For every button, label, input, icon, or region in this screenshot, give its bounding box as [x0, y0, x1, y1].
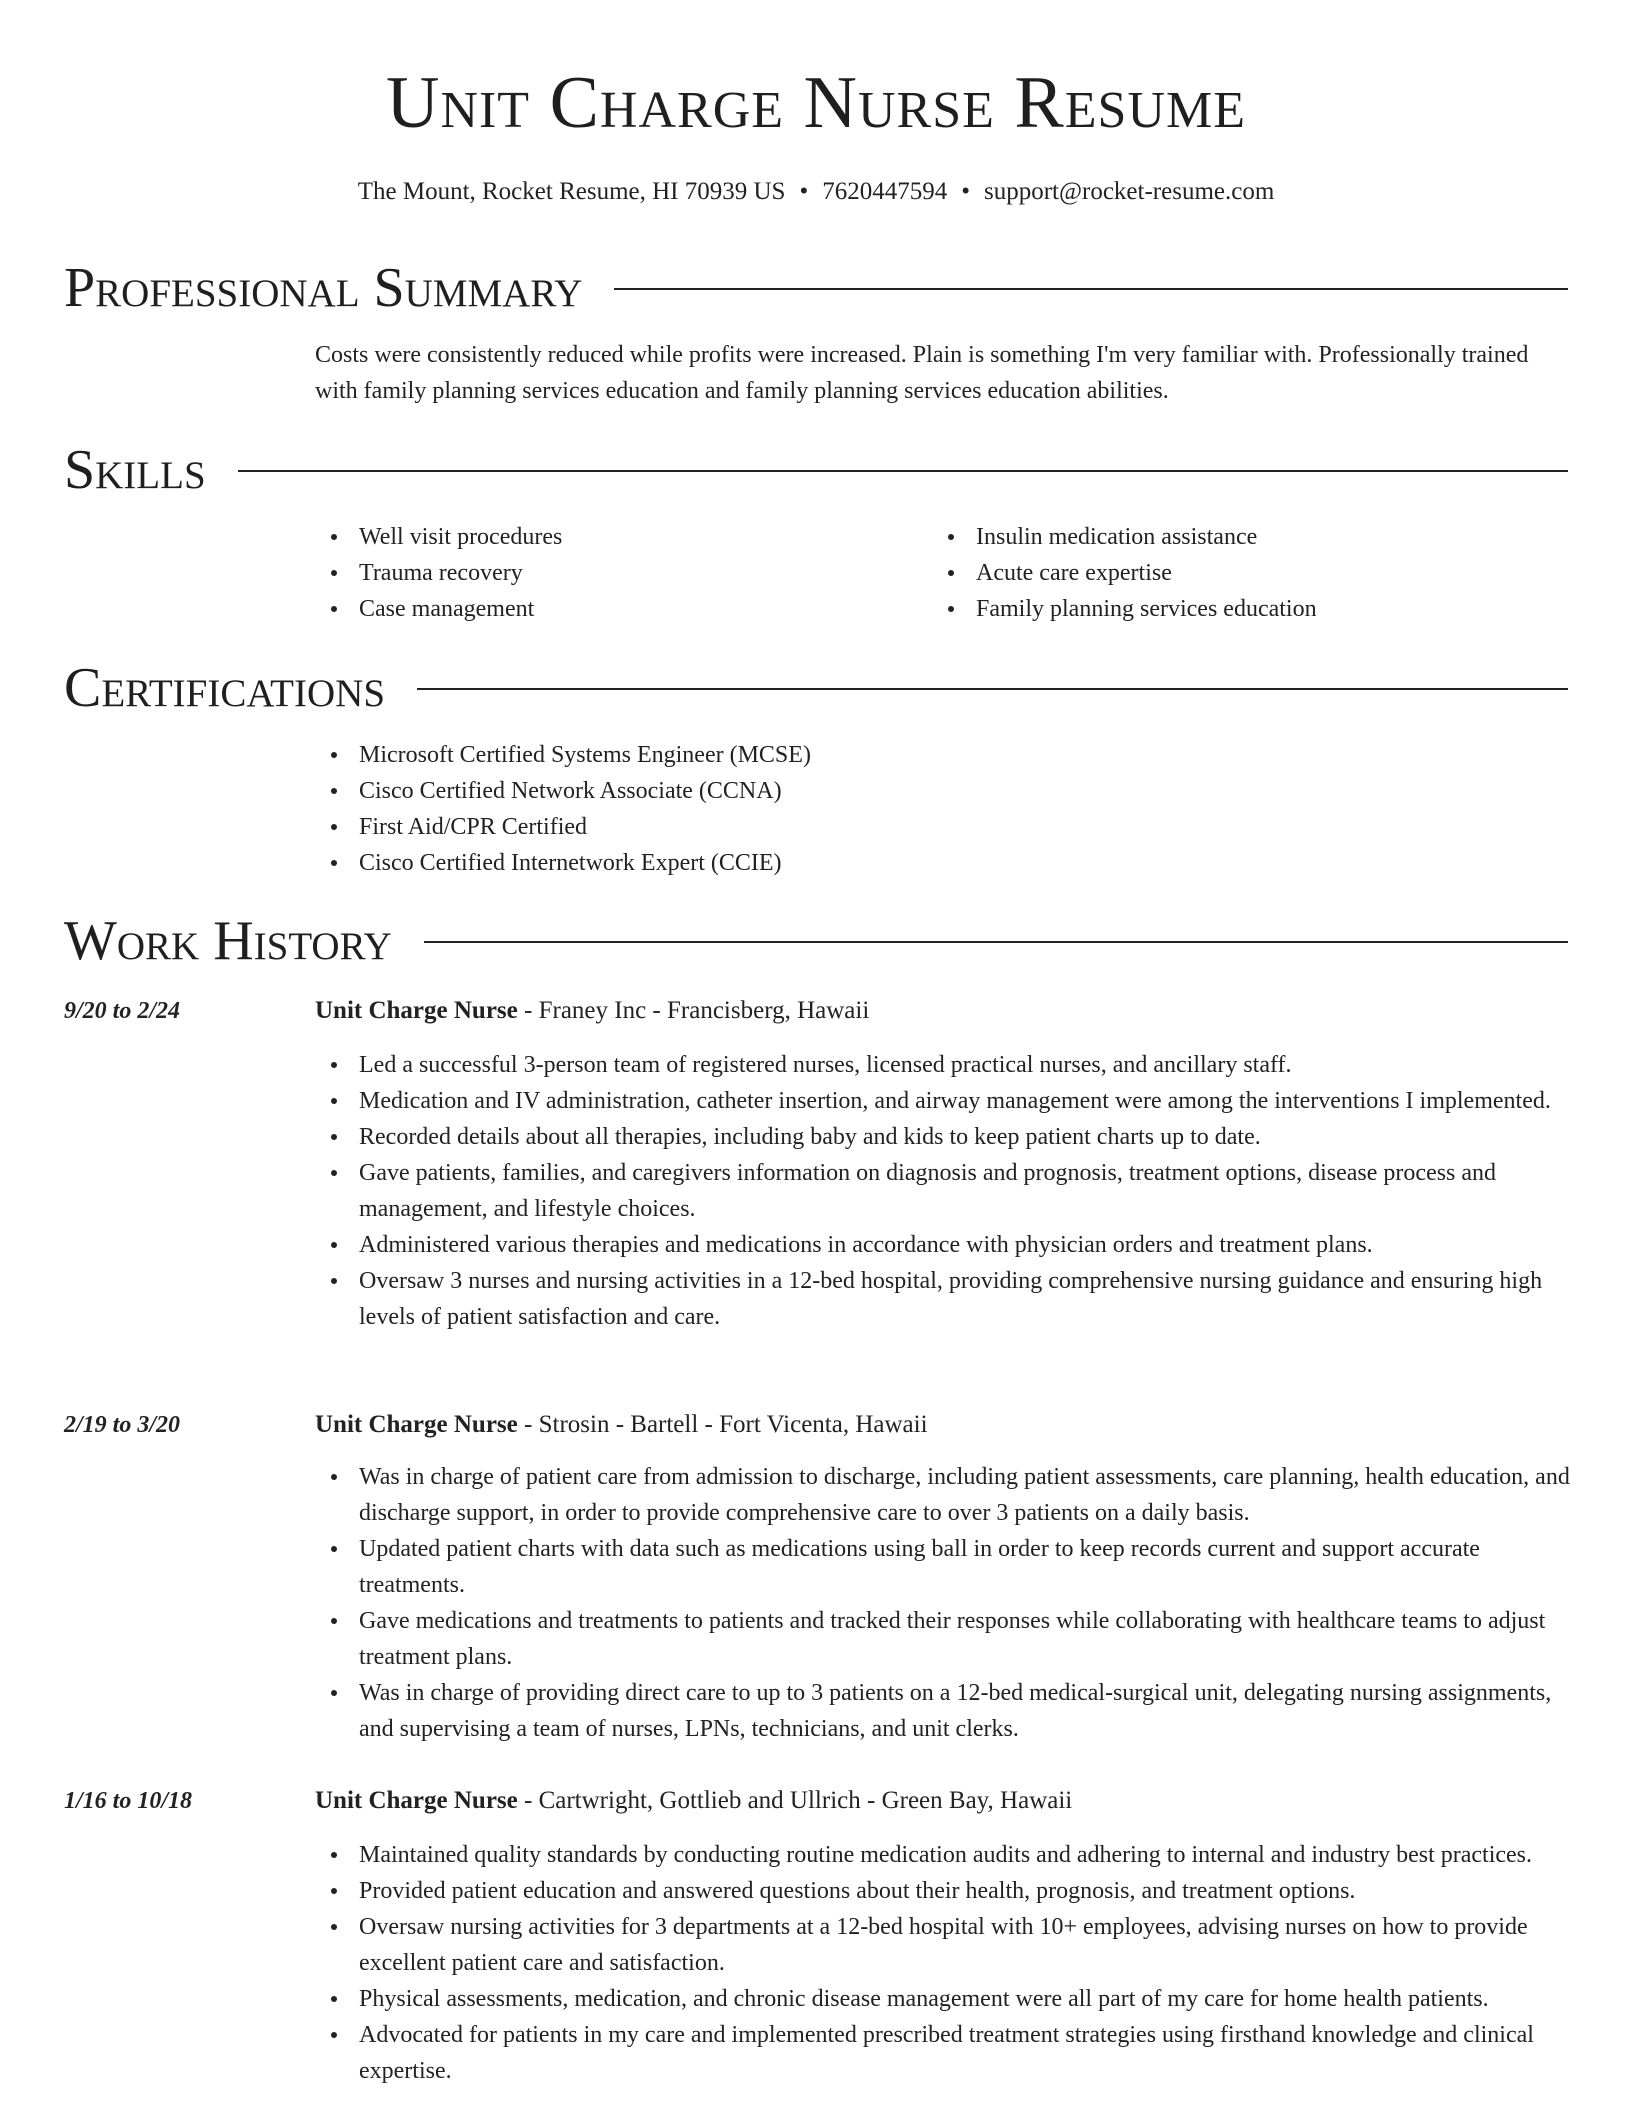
list-item: Oversaw nursing activities for 3 departments at a 12-bed hospital with 10+ employees, advising nurses on how to provide excellent patient care and satisfaction.	[315, 1909, 1570, 1981]
job-bullets	[315, 1459, 1570, 1747]
list-item: Physical assessments, medication, and chronic disease management were all part of my care for home health patients.	[315, 1981, 1570, 2017]
job-dates: 9/20 to 2/24	[64, 998, 181, 1024]
list-item: Well visit procedures	[315, 519, 875, 555]
list-item: First Aid/CPR Certified	[315, 809, 1570, 845]
contact-email[interactable]: support@rocket-resume.com	[983, 178, 1275, 205]
section-title-certifications: Certifications	[64, 657, 386, 719]
contact-separator: •	[799, 178, 809, 205]
section-divider	[238, 470, 1568, 472]
list-item: Administered various therapies and medications in accordance with physician orders and treatment plans.	[315, 1227, 1570, 1263]
list-item: Was in charge of providing direct care to up to 3 patients on a 12-bed medical-surgical unit, delegating nursing assignments, and supervising a team of nurses, LPNs, technicians, and unit clerks.	[315, 1675, 1570, 1747]
list-item: Family planning services education	[932, 591, 1572, 627]
resume-title: Unit Charge Nurse Resume	[386, 62, 1246, 144]
list-item: Maintained quality standards by conducting routine medication audits and adhering to internal and industry best practices.	[315, 1837, 1570, 1873]
list-item: Provided patient education and answered questions about their health, prognosis, and treatment options.	[315, 1873, 1570, 1909]
list-item: Acute care expertise	[932, 555, 1572, 591]
contact-line	[0, 176, 1632, 208]
certifications-list	[315, 737, 1570, 881]
contact-separator: •	[961, 178, 970, 205]
job-details: - Cartwright, Gottlieb and Ullrich - Green Bay, Hawaii	[517, 1787, 1073, 1814]
list-item: Case management	[315, 591, 875, 627]
section-title-skills: Skills	[64, 439, 206, 501]
list-item: Insulin medication assistance	[932, 519, 1572, 555]
section-divider	[424, 941, 1568, 943]
job-role: Unit Charge Nurse	[315, 1411, 518, 1438]
job-role: Unit Charge Nurse	[315, 1787, 518, 1814]
summary-section-header	[64, 257, 1568, 319]
job-dates: 1/16 to 10/18	[64, 1788, 193, 1814]
skills-section-header	[64, 439, 1568, 501]
list-item: Microsoft Certified Systems Engineer (MCSE)	[315, 737, 1570, 773]
list-item: Updated patient charts with data such as medications using ball in order to keep records current and support accurate treatments.	[315, 1531, 1570, 1603]
summary-text: Costs were consistently reduced while profits were increased. Plain is something I'm very familiar with. Professionally trained with family planning services education and family planning services education abilities.	[315, 342, 1529, 404]
job-details: - Franey Inc - Francisberg, Hawaii	[517, 997, 870, 1024]
work-section-header	[64, 910, 1568, 972]
section-title-summary: Professional Summary	[64, 257, 583, 319]
list-item: Cisco Certified Internetwork Expert (CCIE)	[315, 845, 1570, 881]
skills-list-right	[932, 519, 1572, 627]
job-heading	[315, 1407, 1570, 1443]
list-item: Led a successful 3-person team of registered nurses, licensed practical nurses, and ancillary staff.	[315, 1047, 1570, 1083]
job-heading	[315, 993, 1570, 1029]
list-item: Advocated for patients in my care and implemented prescribed treatment strategies using firsthand knowledge and clinical expertise.	[315, 2017, 1570, 2089]
section-title-work-history: Work History	[64, 910, 392, 972]
job-details: - Strosin - Bartell - Fort Vicenta, Hawaii	[517, 1411, 928, 1438]
job-heading	[315, 1783, 1570, 1819]
list-item: Recorded details about all therapies, including baby and kids to keep patient charts up to date.	[315, 1119, 1570, 1155]
job-bullets	[315, 1047, 1570, 1335]
list-item: Was in charge of patient care from admission to discharge, including patient assessments, care planning, health education, and discharge support, in order to provide comprehensive care to over 3 patients on a daily basis.	[315, 1459, 1570, 1531]
section-divider	[614, 288, 1568, 290]
job-role: Unit Charge Nurse	[315, 997, 518, 1024]
skills-list-left	[315, 519, 875, 627]
list-item: Gave patients, families, and caregivers information on diagnosis and prognosis, treatment options, disease process and management, and lifestyle choices.	[315, 1155, 1570, 1227]
list-item: Trauma recovery	[315, 555, 875, 591]
list-item: Cisco Certified Network Associate (CCNA)	[315, 773, 1570, 809]
job-dates: 2/19 to 3/20	[64, 1412, 181, 1438]
contact-address: The Mount, Rocket Resume, HI 70939 US	[357, 178, 786, 205]
section-divider	[417, 688, 1568, 690]
list-item: Gave medications and treatments to patients and tracked their responses while collaborating with healthcare teams to adjust treatment plans.	[315, 1603, 1570, 1675]
contact-phone: 7620447594	[822, 178, 948, 205]
list-item: Oversaw 3 nurses and nursing activities in a 12-bed hospital, providing comprehensive nursing guidance and ensuring high levels of patient satisfaction and care.	[315, 1263, 1570, 1335]
job-bullets	[315, 1837, 1570, 2089]
list-item: Medication and IV administration, catheter insertion, and airway management were among the interventions I implemented.	[315, 1083, 1570, 1119]
certifications-section-header	[64, 657, 1568, 719]
